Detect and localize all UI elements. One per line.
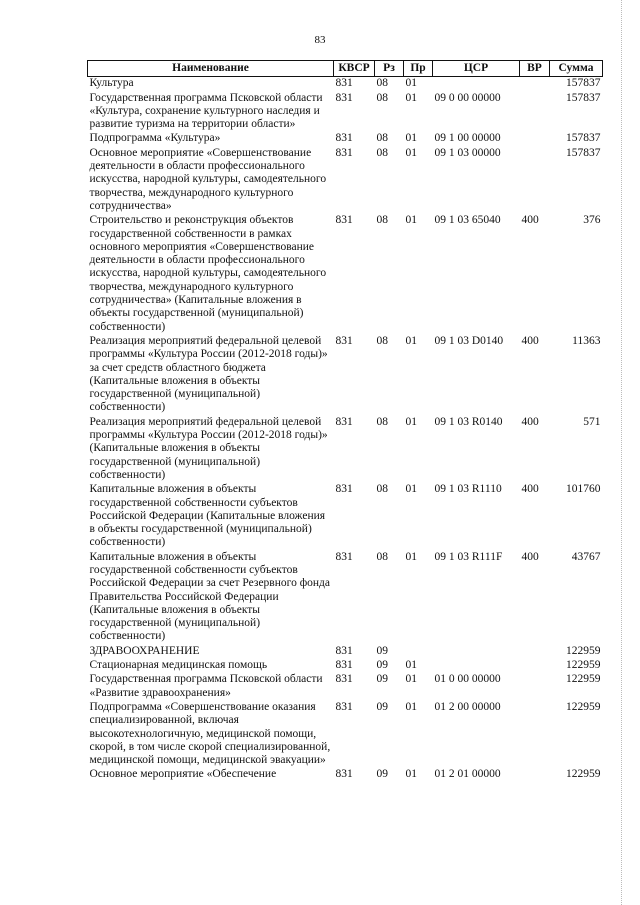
cell-rz: 09 bbox=[376, 644, 388, 657]
cell-csr bbox=[433, 77, 520, 92]
cell-name: Основное мероприятие «Совершенствование деятельности в области профессионального искусства, народной культуры, самодеятельного творчества, международного культурного сотрудничества» bbox=[89, 146, 327, 212]
cell-vr: 400 bbox=[521, 334, 539, 347]
cell-vr: 400 bbox=[521, 415, 539, 428]
cell-sum: 122959 bbox=[566, 644, 601, 657]
header-rz: Рз bbox=[375, 61, 404, 77]
cell-name: Капитальные вложения в объекты государственной собственности субъектов Российской Федерации за счет Резервного фонда Правительства Российской Федерации (Капитальные вложения в объекты государственной (муниципальной) собственности) bbox=[89, 550, 331, 643]
cell-vr: 400 bbox=[521, 483, 539, 496]
cell-sum: 157837 bbox=[566, 77, 601, 90]
cell-vr bbox=[520, 645, 550, 659]
cell-name: Государственная программа Псковской области «Культура, сохранение культурного наследия и развитие туризма на территории области» bbox=[89, 91, 323, 131]
cell-pr bbox=[404, 645, 433, 659]
table-header bbox=[88, 61, 603, 77]
table-row bbox=[88, 92, 603, 133]
cell-rz: 08 bbox=[376, 483, 388, 496]
cell-kvsr: 831 bbox=[335, 334, 353, 347]
page-number: 83 bbox=[314, 34, 326, 46]
cell-pr: 01 bbox=[405, 91, 417, 104]
cell-rz: 09 bbox=[376, 659, 388, 672]
cell-name: Подпрограмма «Совершенствование оказания специализированной, включая высокотехнологичную, медицинской помощи, скорой, в том числе скорой специализированной, медицинской помощи, медицинской эвакуации» bbox=[89, 700, 331, 767]
cell-kvsr: 831 bbox=[335, 483, 353, 496]
cell-rz: 08 bbox=[376, 550, 388, 563]
cell-kvsr: 831 bbox=[335, 644, 353, 657]
cell-vr bbox=[520, 92, 550, 133]
cell-csr: 09 1 03 R0140 bbox=[434, 415, 503, 428]
cell-rz: 08 bbox=[376, 77, 388, 90]
cell-rz: 09 bbox=[376, 768, 388, 781]
cell-kvsr: 831 bbox=[335, 673, 353, 686]
header-sum: Сумма bbox=[550, 61, 603, 77]
table-row bbox=[88, 335, 603, 416]
cell-pr: 01 bbox=[405, 700, 417, 713]
table-row bbox=[88, 768, 603, 782]
cell-rz: 08 bbox=[376, 91, 388, 104]
cell-sum: 376 bbox=[583, 214, 601, 227]
cell-pr: 01 bbox=[405, 214, 417, 227]
cell-vr bbox=[520, 132, 550, 146]
cell-pr: 01 bbox=[405, 673, 417, 686]
table-row bbox=[88, 147, 603, 214]
cell-kvsr: 831 bbox=[335, 214, 353, 227]
cell-rz: 09 bbox=[376, 673, 388, 686]
cell-pr: 01 bbox=[405, 77, 417, 90]
cell-name: Реализация мероприятий федеральной целевой программы «Культура России (2012-2018 годы)» (Капитальные вложения в объекты государственной (муниципальной) собственности) bbox=[89, 415, 328, 481]
table-row bbox=[88, 483, 603, 550]
cell-name: Государственная программа Псковской области «Развитие здравоохранения» bbox=[89, 673, 323, 699]
cell-name: Культура bbox=[89, 77, 134, 90]
cell-name: Строительство и реконструкция объектов государственной собственности в рамках основного мероприятия «Совершенствование деятельности в области профессионального искусства, народной культуры, самодеятельного творчества, международного культурного сотрудничества» (Капитальные вложения в объекты государственной (муниципальной) собственности) bbox=[89, 214, 327, 333]
cell-pr: 01 bbox=[405, 334, 417, 347]
cell-rz: 08 bbox=[376, 132, 388, 145]
cell-kvsr: 831 bbox=[335, 415, 353, 428]
table-row bbox=[88, 645, 603, 659]
table-row bbox=[88, 701, 603, 768]
cell-sum: 122959 bbox=[566, 700, 601, 713]
cell-pr: 01 bbox=[405, 550, 417, 563]
cell-pr: 01 bbox=[405, 146, 417, 159]
cell-vr bbox=[520, 77, 550, 92]
cell-kvsr: 831 bbox=[335, 132, 353, 145]
cell-kvsr: 831 bbox=[335, 146, 353, 159]
cell-vr: 400 bbox=[521, 214, 539, 227]
header-vr: ВР bbox=[520, 61, 550, 77]
cell-sum: 43767 bbox=[571, 550, 601, 563]
cell-sum: 122959 bbox=[566, 673, 601, 686]
cell-pr: 01 bbox=[405, 483, 417, 496]
cell-rz: 08 bbox=[376, 415, 388, 428]
table-row bbox=[88, 416, 603, 483]
cell-csr: 01 0 00 00000 bbox=[434, 673, 501, 686]
cell-pr: 01 bbox=[405, 415, 417, 428]
cell-rz: 08 bbox=[376, 146, 388, 159]
cell-vr bbox=[520, 659, 550, 673]
table-row bbox=[88, 132, 603, 146]
cell-sum: 122959 bbox=[566, 659, 601, 672]
cell-pr: 01 bbox=[405, 132, 417, 145]
cell-kvsr: 831 bbox=[335, 550, 353, 563]
cell-name: Реализация мероприятий федеральной целевой программы «Культура России (2012-2018 годы)» за счет средств областного бюджета (Капитальные вложения в объекты государственной (муниципальной) собственности) bbox=[89, 334, 328, 414]
cell-sum: 157837 bbox=[566, 91, 601, 104]
cell-sum: 11363 bbox=[572, 334, 601, 347]
scan-margin-line bbox=[620, 0, 622, 905]
cell-csr: 09 1 03 00000 bbox=[434, 146, 501, 159]
cell-kvsr: 831 bbox=[335, 768, 353, 781]
cell-name: Капитальные вложения в объекты государственной собственности субъектов Российской Федерации (Капитальные вложения в объекты государственной (муниципальной) собственности) bbox=[89, 483, 326, 549]
cell-csr bbox=[433, 659, 520, 673]
cell-csr: 09 1 00 00000 bbox=[434, 132, 501, 145]
cell-kvsr: 831 bbox=[335, 659, 353, 672]
table-body bbox=[88, 77, 603, 783]
cell-vr bbox=[520, 147, 550, 214]
table-row bbox=[88, 551, 603, 645]
cell-rz: 09 bbox=[376, 700, 388, 713]
table-row bbox=[88, 673, 603, 701]
cell-pr: 01 bbox=[405, 659, 417, 672]
cell-sum: 157837 bbox=[566, 132, 601, 145]
cell-csr: 09 1 03 D0140 bbox=[434, 334, 504, 347]
table-row bbox=[88, 659, 603, 673]
cell-vr: 400 bbox=[521, 550, 539, 563]
cell-pr: 01 bbox=[405, 768, 417, 781]
table-row bbox=[88, 214, 603, 335]
cell-rz: 08 bbox=[376, 214, 388, 227]
header-name: Наименование bbox=[88, 61, 334, 77]
cell-csr: 09 0 00 00000 bbox=[434, 91, 501, 104]
cell-kvsr: 831 bbox=[335, 91, 353, 104]
cell-name: Подпрограмма «Культура» bbox=[89, 132, 221, 145]
header-pr: Пр bbox=[404, 61, 433, 77]
cell-sum: 101760 bbox=[566, 483, 601, 496]
cell-name: Стационарная медицинская помощь bbox=[89, 659, 268, 672]
cell-vr bbox=[520, 768, 550, 782]
table-row bbox=[88, 77, 603, 92]
cell-sum: 571 bbox=[583, 415, 601, 428]
cell-csr bbox=[433, 645, 520, 659]
cell-vr bbox=[520, 673, 550, 701]
header-csr: ЦСР bbox=[433, 61, 520, 77]
cell-sum: 157837 bbox=[566, 146, 601, 159]
cell-rz: 08 bbox=[376, 334, 388, 347]
budget-table bbox=[87, 60, 603, 783]
cell-vr bbox=[520, 701, 550, 768]
cell-name: ЗДРАВООХРАНЕНИЕ bbox=[89, 644, 200, 657]
cell-csr: 01 2 01 00000 bbox=[434, 768, 501, 781]
cell-name: Основное мероприятие «Обеспечение bbox=[89, 768, 277, 781]
cell-csr: 09 1 03 65040 bbox=[434, 214, 501, 227]
cell-kvsr: 831 bbox=[335, 77, 353, 90]
cell-sum: 122959 bbox=[566, 768, 601, 781]
cell-csr: 09 1 03 R111F bbox=[434, 550, 503, 563]
cell-kvsr: 831 bbox=[335, 700, 353, 713]
header-kvsr: КВСР bbox=[334, 61, 375, 77]
cell-csr: 09 1 03 R1110 bbox=[434, 483, 502, 496]
cell-csr: 01 2 00 00000 bbox=[434, 700, 501, 713]
